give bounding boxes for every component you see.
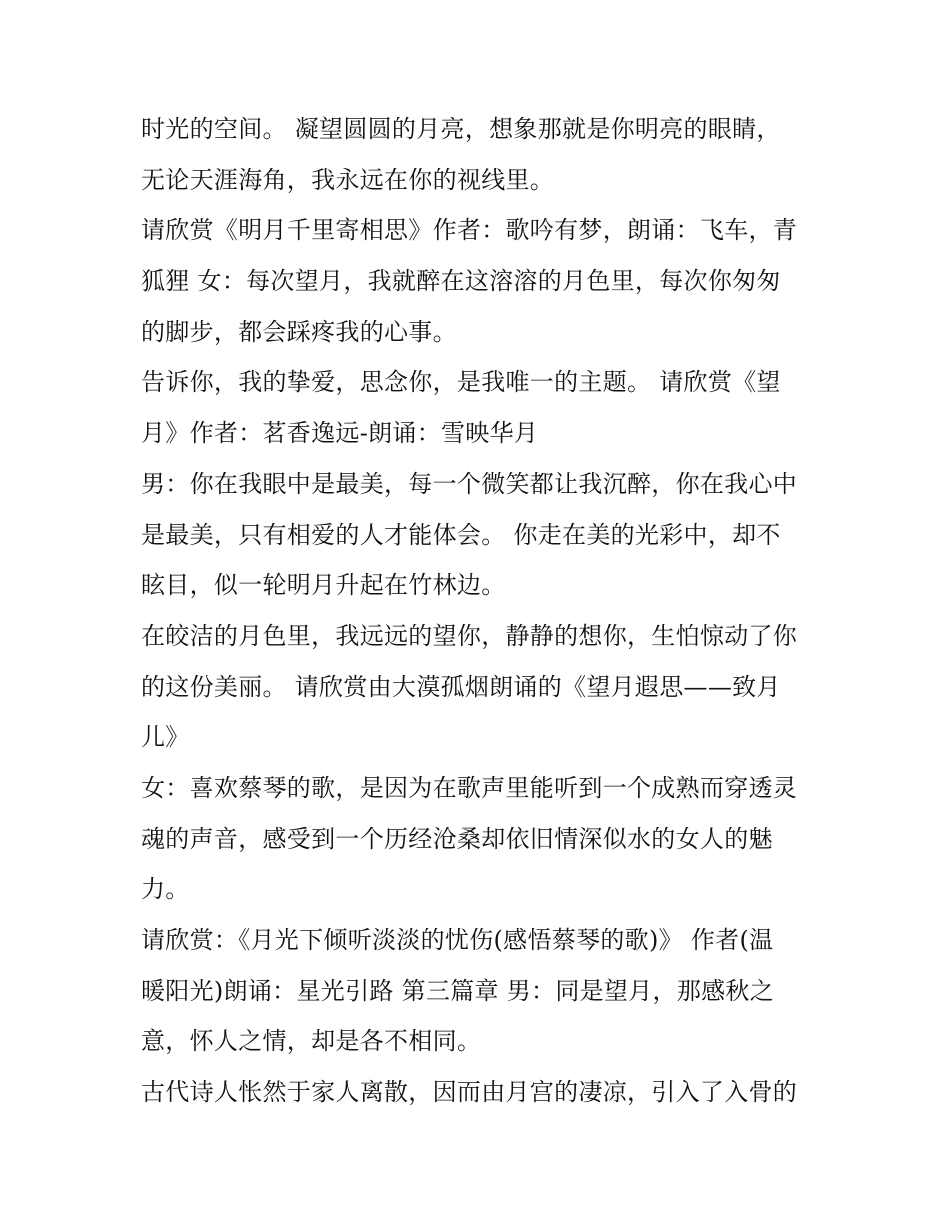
text-line: 暖阳光)朗诵：星光引路 第三篇章 男：同是望月，那感秋之 [141,976,775,1005]
text-line: 告诉你，我的挚爱，思念你，是我唯一的主题。 请欣赏《望 [141,368,781,397]
text-line: 眩目，似一轮明月升起在竹林边。 [141,571,506,600]
text-line: 无论天涯海角，我永远在你的视线里。 [141,165,555,194]
text-line: 在皎洁的月色里，我远远的望你，静静的想你，生怕惊动了你 [141,621,798,650]
text-line: 古代诗人怅然于家人离散，因而由月宫的凄凉，引入了入骨的 [141,1078,798,1107]
text-line: 魂的声音，感受到一个历经沧桑却依旧情深似水的女人的魅 [141,824,773,853]
text-line: 时光的空间。 凝望圆圆的月亮，想象那就是你明亮的眼睛， [141,115,781,143]
text-line: 女：喜欢蔡琴的歌，是因为在歌声里能听到一个成熟而穿透灵 [141,773,798,802]
document-body [141,104,821,1118]
text-line: 的脚步，都会踩疼我的心事。 [141,317,457,346]
text-line: 儿》 [141,723,190,752]
text-line: 月》作者：茗香逸远-朗诵：雪映华月 [141,419,539,448]
text-line: 狐狸 女：每次望月，我就醉在这溶溶的月色里，每次你匆匆 [141,267,781,296]
text-line: 请欣赏《明月千里寄相思》作者：歌吟有梦，朗诵：飞车，青 [141,216,798,245]
text-line: 意，怀人之情，却是各不相同。 [141,1027,482,1056]
text-line: 是最美，只有相爱的人才能体会。 你走在美的光彩中，却不 [141,520,781,549]
text-line: 请欣赏：《月光下倾听淡淡的忧伤(感悟蔡琴的歌)》 作者(温 [141,926,774,954]
text-line: 力。 [141,875,190,904]
text-line: 的这份美丽。 请欣赏由大漠孤烟朗诵的《望月遐思——致月 [141,672,781,701]
text-line: 男：你在我眼中是最美，每一个微笑都让我沉醉，你在我心中 [141,469,798,498]
